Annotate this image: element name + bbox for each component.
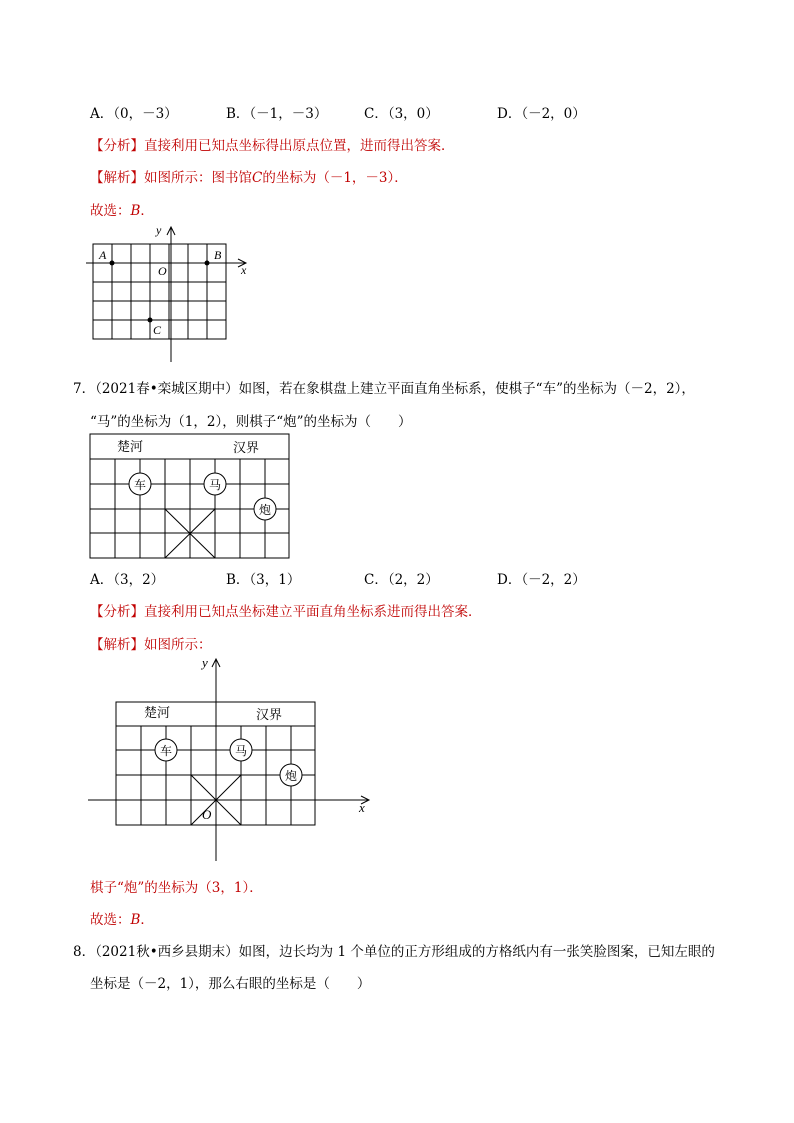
point-a	[110, 261, 115, 266]
q7-choice-d: D．（－2，2）	[497, 572, 586, 588]
analysis-tag: 【分析】	[90, 138, 144, 154]
piece-pao-label: 炮	[285, 769, 298, 783]
q6-choice-d: D．（－2，0）	[497, 106, 586, 122]
q8-stem-line1: 8．（2021秋•西乡县期末）如图，边长均为 1 个单位的正方形组成的方格纸内有一张笑脸图案，已知左眼的	[73, 944, 715, 960]
q7-stem-line1: 7．（2021春•栾城区期中）如图，若在象棋盘上建立平面直角坐标系，使棋子“车”的坐标为（－2，2），	[73, 381, 695, 397]
point-b	[205, 261, 210, 266]
solution-tag: 【解析】	[90, 170, 144, 186]
q7-choices	[0, 568, 794, 588]
q6-coordinate-figure	[86, 222, 261, 367]
q7-stem-line2: “马”的坐标为（1，2），则棋子“炮”的坐标为（ ）	[90, 414, 412, 430]
q8-stem-line2: 坐标是（－2，1），那么右眼的坐标是（ ）	[90, 976, 371, 992]
label-a: A	[99, 248, 107, 262]
solution-variable: C	[252, 170, 263, 186]
river-left-label: 楚河	[117, 440, 144, 455]
q6-solution: 【解析】如图所示：图书馆C的坐标为（－1，－3）．	[90, 170, 408, 186]
analysis-text: 直接利用已知点坐标得出原点位置，进而得出答案．	[144, 138, 455, 154]
q6-choices	[0, 102, 794, 122]
river-right-label: 汉界	[256, 708, 283, 723]
piece-ma-label: 马	[209, 478, 222, 492]
river-right-label: 汉界	[233, 441, 260, 456]
q7-answer: 故选：B．	[90, 912, 154, 928]
q7-solution-figure	[88, 653, 373, 865]
q6-choice-a: A．（0，－3）	[90, 106, 178, 122]
q7-analysis	[90, 600, 482, 620]
piece-che-label: 车	[134, 478, 147, 492]
piece-ma-label: 马	[235, 744, 248, 758]
q7-solution: 【解析】如图所示：	[90, 637, 212, 653]
q7-choice-c: C．（2，2）	[364, 572, 439, 588]
q7-choice-b: B．（3，1）	[226, 572, 301, 588]
q6-choice-c: C．（3，0）	[364, 106, 439, 122]
y-axis-label: y	[202, 655, 208, 670]
x-axis-label: x	[359, 800, 365, 815]
origin-label: O	[158, 264, 167, 278]
q6-analysis	[90, 134, 455, 154]
analysis-text: 直接利用已知点坐标建立平面直角坐标系进而得出答案．	[144, 604, 482, 620]
point-c	[148, 318, 153, 323]
river-left-label: 楚河	[144, 706, 171, 721]
analysis-tag: 【分析】	[90, 604, 144, 620]
origin-label: O	[202, 807, 212, 822]
q7-result: 棋子“炮”的坐标为（3，1）．	[90, 880, 263, 896]
x-axis-label: x	[241, 263, 247, 277]
question-source: （2021春•栾城区期中）	[95, 381, 239, 397]
q7-chessboard	[89, 433, 291, 561]
question-number: 8．	[73, 944, 96, 960]
q6-answer: 故选：B．	[90, 203, 154, 219]
piece-che-label: 车	[160, 744, 173, 758]
question-number: 7．	[73, 381, 96, 397]
label-b: B	[214, 248, 222, 262]
question-source: （2021秋•西乡县期末）	[95, 944, 239, 960]
q7-choice-a: A．（3，2）	[90, 572, 165, 588]
label-c: C	[153, 323, 162, 337]
piece-pao-label: 炮	[259, 503, 272, 517]
q6-choice-b: B．（－1，－3）	[226, 106, 328, 122]
y-axis-label: y	[156, 223, 162, 237]
solution-tag: 【解析】	[90, 637, 144, 653]
